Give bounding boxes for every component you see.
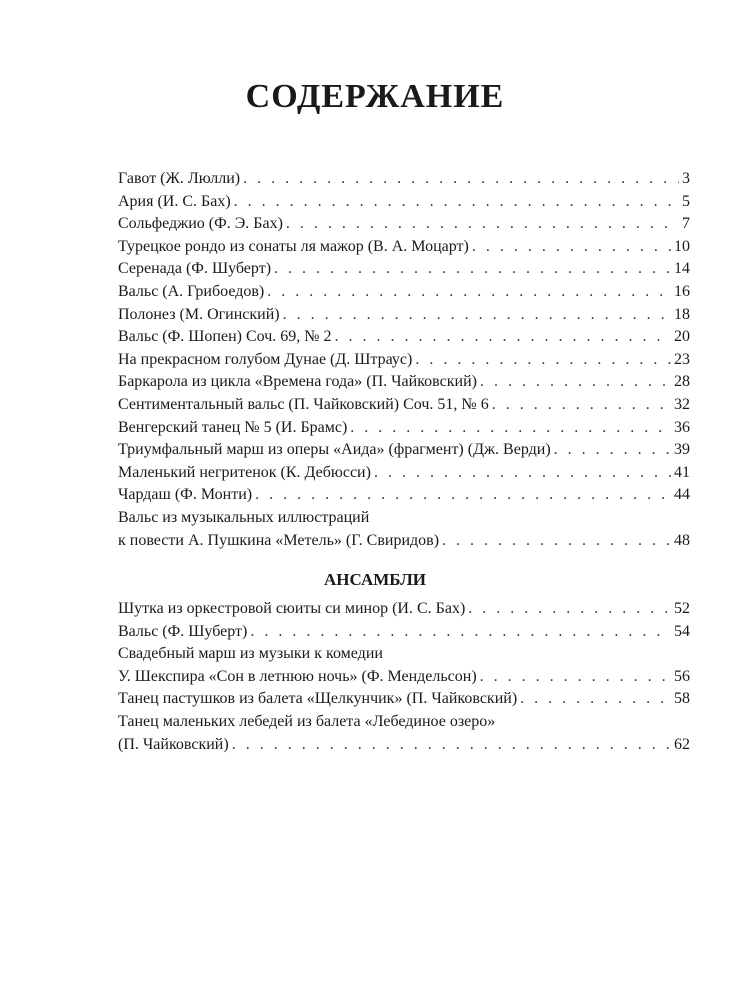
toc-entry [118, 621, 690, 644]
toc-entry [118, 213, 690, 236]
ensembles-heading: АНСАМБЛИ [324, 570, 426, 589]
toc-dot-leader [492, 394, 671, 417]
toc-dot-leader [442, 530, 671, 553]
toc-entry [118, 168, 690, 191]
toc-entry [118, 643, 690, 688]
toc-page-number: 18 [674, 305, 690, 323]
toc-entry-title: Свадебный марш из музыки к комедии [118, 645, 383, 663]
toc-entry [118, 326, 690, 349]
toc-page-number: 54 [674, 622, 690, 640]
toc-entry-line [118, 371, 690, 394]
toc-entry-title: Маленький негритенок (К. Дебюсси) [118, 463, 371, 481]
toc-entry-line [118, 168, 690, 191]
toc-entry [118, 258, 690, 281]
toc-entry-title: Вальс (Ф. Шопен) Соч. 69, № 2 [118, 328, 332, 346]
toc-entry-line [118, 666, 690, 689]
toc-entry-line [118, 281, 690, 304]
toc-page-number: 52 [674, 600, 690, 617]
toc-dot-leader [520, 688, 671, 711]
toc-entry-line [118, 213, 690, 236]
toc-dot-leader [267, 281, 671, 304]
toc-dot-leader [335, 326, 671, 349]
toc-main-list [118, 168, 690, 552]
toc-page-number: 32 [674, 395, 690, 413]
page-title: СОДЕРЖАНИЕ [245, 78, 505, 115]
toc-dot-leader [283, 304, 671, 327]
toc-dot-leader [415, 349, 671, 372]
toc-entry [118, 349, 690, 372]
toc-dot-leader [250, 621, 671, 644]
toc-entry-title: Венгерский танец № 5 (И. Брамс) [118, 418, 348, 436]
toc-page-number: 41 [674, 463, 690, 481]
toc-dot-leader [480, 371, 671, 394]
toc-entry-title: Полонез (М. Огинский) [118, 305, 280, 323]
toc-page-number: 36 [674, 418, 690, 436]
toc-entry-line [118, 643, 690, 666]
toc-entry-title: (П. Чайковский) [118, 735, 229, 753]
toc-entry-line [118, 734, 690, 757]
toc-entry-line [118, 621, 690, 644]
toc-entry [118, 711, 690, 756]
toc-page-number: 20 [674, 328, 690, 346]
toc-page-number: 14 [674, 260, 690, 278]
toc-dot-leader [468, 598, 671, 621]
toc-entry [118, 439, 690, 462]
toc-entry-title: Танец маленьких лебедей из балета «Лебединое озеро» [118, 712, 496, 730]
toc-page-number: 62 [674, 735, 690, 753]
toc-entry-line [118, 191, 690, 214]
toc-entry-title: Ария (И. С. Бах) [118, 192, 231, 210]
toc-entry [118, 462, 690, 485]
toc-page-number: 7 [682, 215, 690, 233]
toc-entry-line [118, 507, 690, 530]
toc-page-number: 3 [682, 170, 690, 187]
toc-page-number: 56 [674, 667, 690, 685]
toc-dot-leader [234, 191, 679, 214]
toc-entry-title: У. Шекспира «Сон в летнюю ночь» (Ф. Мендельсон) [118, 667, 477, 685]
toc-entry-title: Гавот (Ж. Люлли) [118, 170, 241, 187]
toc-entry-line [118, 598, 690, 621]
toc-page-number: 5 [682, 192, 690, 210]
toc-entry [118, 484, 690, 507]
toc-dot-leader [472, 236, 671, 259]
toc-dot-leader [350, 417, 671, 440]
toc-entry-title: Сентиментальный вальс (П. Чайковский) Соч. 51, № 6 [118, 395, 489, 413]
toc-entry [118, 236, 690, 259]
toc-dot-leader [554, 439, 671, 462]
toc-entry [118, 598, 690, 621]
toc-entry-line [118, 439, 690, 462]
toc-entry-title: Вальс (А. Грибоедов) [118, 282, 265, 300]
toc-entry-line [118, 417, 690, 440]
toc-entry [118, 281, 690, 304]
toc-entry-title: Шутка из оркестровой сюиты си минор (И. С. Бах) [118, 600, 466, 617]
toc-entry-title: к повести А. Пушкина «Метель» (Г. Свиридов) [118, 531, 440, 549]
toc-page-number: 23 [674, 350, 690, 368]
toc-entry-line [118, 258, 690, 281]
toc-entry [118, 191, 690, 214]
toc-entry [118, 688, 690, 711]
toc-entry-line [118, 530, 690, 553]
toc-entry-title: Сольфеджио (Ф. Э. Бах) [118, 215, 283, 233]
toc-entry [118, 394, 690, 417]
toc-entry-title: Баркарола из цикла «Времена года» (П. Чайковский) [118, 373, 477, 391]
toc-page-number: 16 [674, 282, 690, 300]
toc-entry-line [118, 711, 690, 734]
toc-entry [118, 304, 690, 327]
toc-entry-line [118, 304, 690, 327]
toc-entry-line [118, 394, 690, 417]
toc-entry-line [118, 484, 690, 507]
toc-entry-line [118, 236, 690, 259]
toc-page-number: 10 [674, 237, 690, 255]
toc-page-number: 48 [674, 531, 690, 549]
toc-entry [118, 417, 690, 440]
toc-ensembles-list [118, 598, 690, 756]
toc-entry [118, 507, 690, 552]
toc-entry-title: Серенада (Ф. Шуберт) [118, 260, 272, 278]
toc-page-number: 28 [674, 373, 690, 391]
toc-entry-title: Турецкое рондо из сонаты ля мажор (В. А. Моцарт) [118, 237, 469, 255]
toc-dot-leader [286, 213, 679, 236]
toc-entry-title: Триумфальный марш из оперы «Аида» (фрагмент) (Дж. Верди) [118, 441, 551, 459]
toc-entry-title: Вальс (Ф. Шуберт) [118, 622, 248, 640]
toc-entry [118, 371, 690, 394]
toc-entry-line [118, 462, 690, 485]
toc-page-number: 44 [674, 486, 690, 504]
toc-page-number: 39 [674, 441, 690, 459]
toc-dot-leader [255, 484, 671, 507]
toc-entry-title: На прекрасном голубом Дунае (Д. Штраус) [118, 350, 413, 368]
toc-dot-leader [480, 666, 671, 689]
toc-dot-leader [274, 258, 671, 281]
toc-entry-line [118, 688, 690, 711]
toc-dot-leader [374, 462, 671, 485]
toc-page-number: 58 [674, 690, 690, 708]
toc-entry-title: Вальс из музыкальных иллюстраций [118, 508, 370, 526]
toc-dot-leader [243, 168, 679, 191]
toc-entry-title: Чардаш (Ф. Монти) [118, 486, 253, 504]
toc-dot-leader [232, 734, 671, 757]
toc-entry-line [118, 349, 690, 372]
toc-entry-line [118, 326, 690, 349]
toc-entry-title: Танец пастушков из балета «Щелкунчик» (П. Чайковский) [118, 690, 518, 708]
